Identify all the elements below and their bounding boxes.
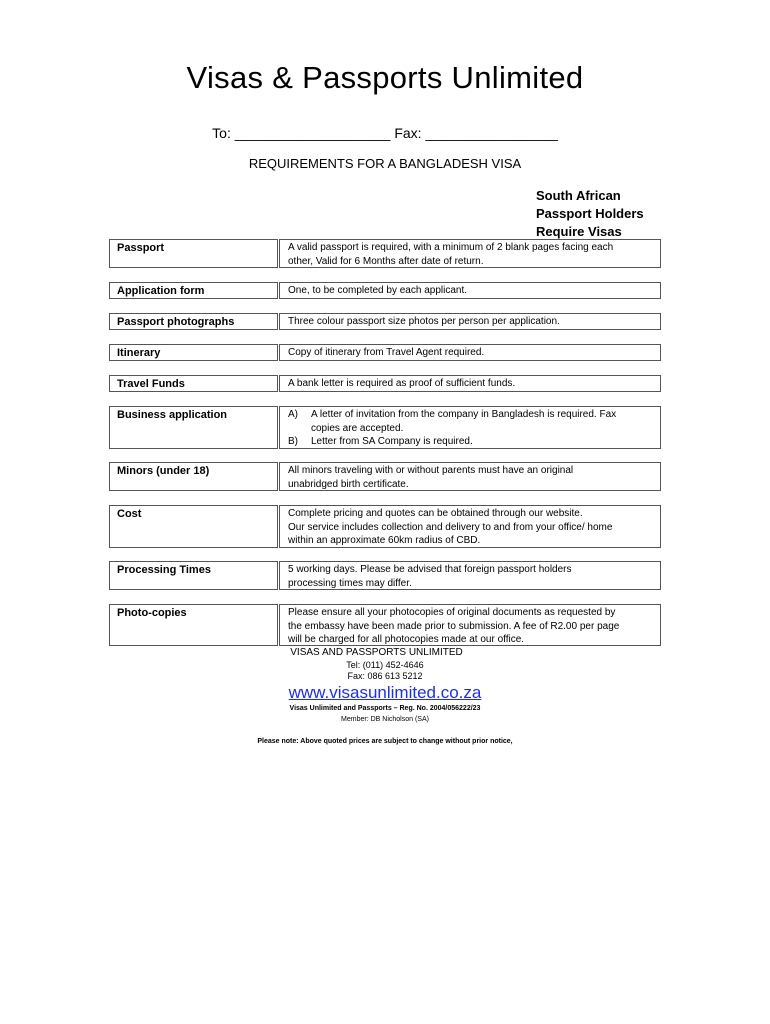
footer-price-note: Please note: Above quoted prices are subject to change without prior notice,	[257, 738, 513, 745]
requirement-label: Minors (under 18)	[109, 462, 278, 491]
description-line: A bank letter is required as proof of sufficient funds.	[288, 378, 516, 389]
list-marker: A)	[288, 409, 298, 420]
requirement-description	[279, 406, 661, 449]
requirement-label: Processing Times	[109, 561, 278, 590]
list-item	[288, 435, 652, 449]
requirement-description	[279, 375, 661, 392]
requirement-label: Business application	[109, 406, 278, 449]
description-line: A valid passport is required, with a minimum of 2 blank pages facing each	[288, 242, 614, 253]
requirement-description	[279, 239, 661, 268]
footer-company	[0, 647, 770, 658]
footer-tel: Tel: (011) 452-4646	[346, 660, 424, 670]
requirement-description	[279, 462, 661, 491]
description-line: 5 working days. Please be advised that foreign passport holders	[288, 564, 572, 575]
holders-line: Require Visas	[536, 224, 622, 239]
description-line: within an approximate 60km radius of CBD.	[288, 535, 481, 546]
description-line: Complete pricing and quotes can be obtained through our website.	[288, 508, 583, 519]
description-line: One, to be completed by each applicant.	[288, 285, 468, 296]
requirement-description	[279, 313, 661, 330]
requirement-label: Passport photographs	[109, 313, 278, 330]
footer-fax: Fax: 086 613 5212	[347, 671, 423, 681]
holders-line: Passport Holders	[536, 206, 644, 221]
requirement-description	[279, 505, 661, 548]
holders-line: South African	[536, 188, 621, 203]
requirements-heading: REQUIREMENTS FOR A BANGLADESH VISA	[248, 156, 522, 171]
requirement-label: Itinerary	[109, 344, 278, 361]
footer-registration: Visas Unlimited and Passports – Reg. No. 2004/056222/23	[289, 705, 481, 712]
requirement-description	[279, 604, 661, 646]
description-line: Our service includes collection and delivery to and from your office/ home	[288, 521, 613, 533]
list-item	[288, 408, 652, 422]
holders-note	[536, 187, 644, 241]
description-line: A letter of invitation from the company in Bangladesh is required. Fax	[311, 409, 617, 420]
requirement-description	[279, 344, 661, 361]
requirement-description	[279, 282, 661, 299]
document-title: Visas & Passports Unlimited	[186, 60, 584, 95]
description-line: All minors traveling with or without parents must have an original	[288, 465, 574, 476]
description-line: Three colour passport size photos per person per application.	[288, 316, 560, 327]
requirement-label: Photo-copies	[109, 604, 278, 646]
requirement-description	[279, 561, 661, 590]
description-line: Copy of itinerary from Travel Agent required.	[288, 347, 485, 358]
requirement-label: Application form	[109, 282, 278, 299]
description-line: will be charged for all photocopies made at our office.	[288, 634, 525, 645]
footer-company-name: VISAS AND PASSPORTS UNLIMITED	[290, 647, 463, 658]
requirement-label: Passport	[109, 239, 278, 268]
description-line: the embassy have been made prior to submission. A fee of R2.00 per page	[288, 620, 620, 632]
website-link[interactable]: www.visasunlimited.co.za	[288, 683, 482, 702]
description-line: unabridged birth certificate.	[288, 478, 409, 490]
requirement-label: Travel Funds	[109, 375, 278, 392]
description-line: other, Valid for 6 Months after date of return.	[288, 255, 484, 267]
description-line: processing times may differ.	[288, 577, 412, 589]
description-line: Please ensure all your photocopies of original documents as requested by	[288, 607, 616, 618]
requirement-label: Cost	[109, 505, 278, 548]
list-marker: B)	[288, 436, 298, 447]
description-line: copies are accepted.	[311, 422, 404, 434]
description-line: Letter from SA Company is required.	[311, 436, 473, 447]
to-fax-line: To: ____________________ Fax: _________________	[212, 125, 558, 141]
footer-member: Member: DB Nicholson (SA)	[341, 716, 429, 723]
